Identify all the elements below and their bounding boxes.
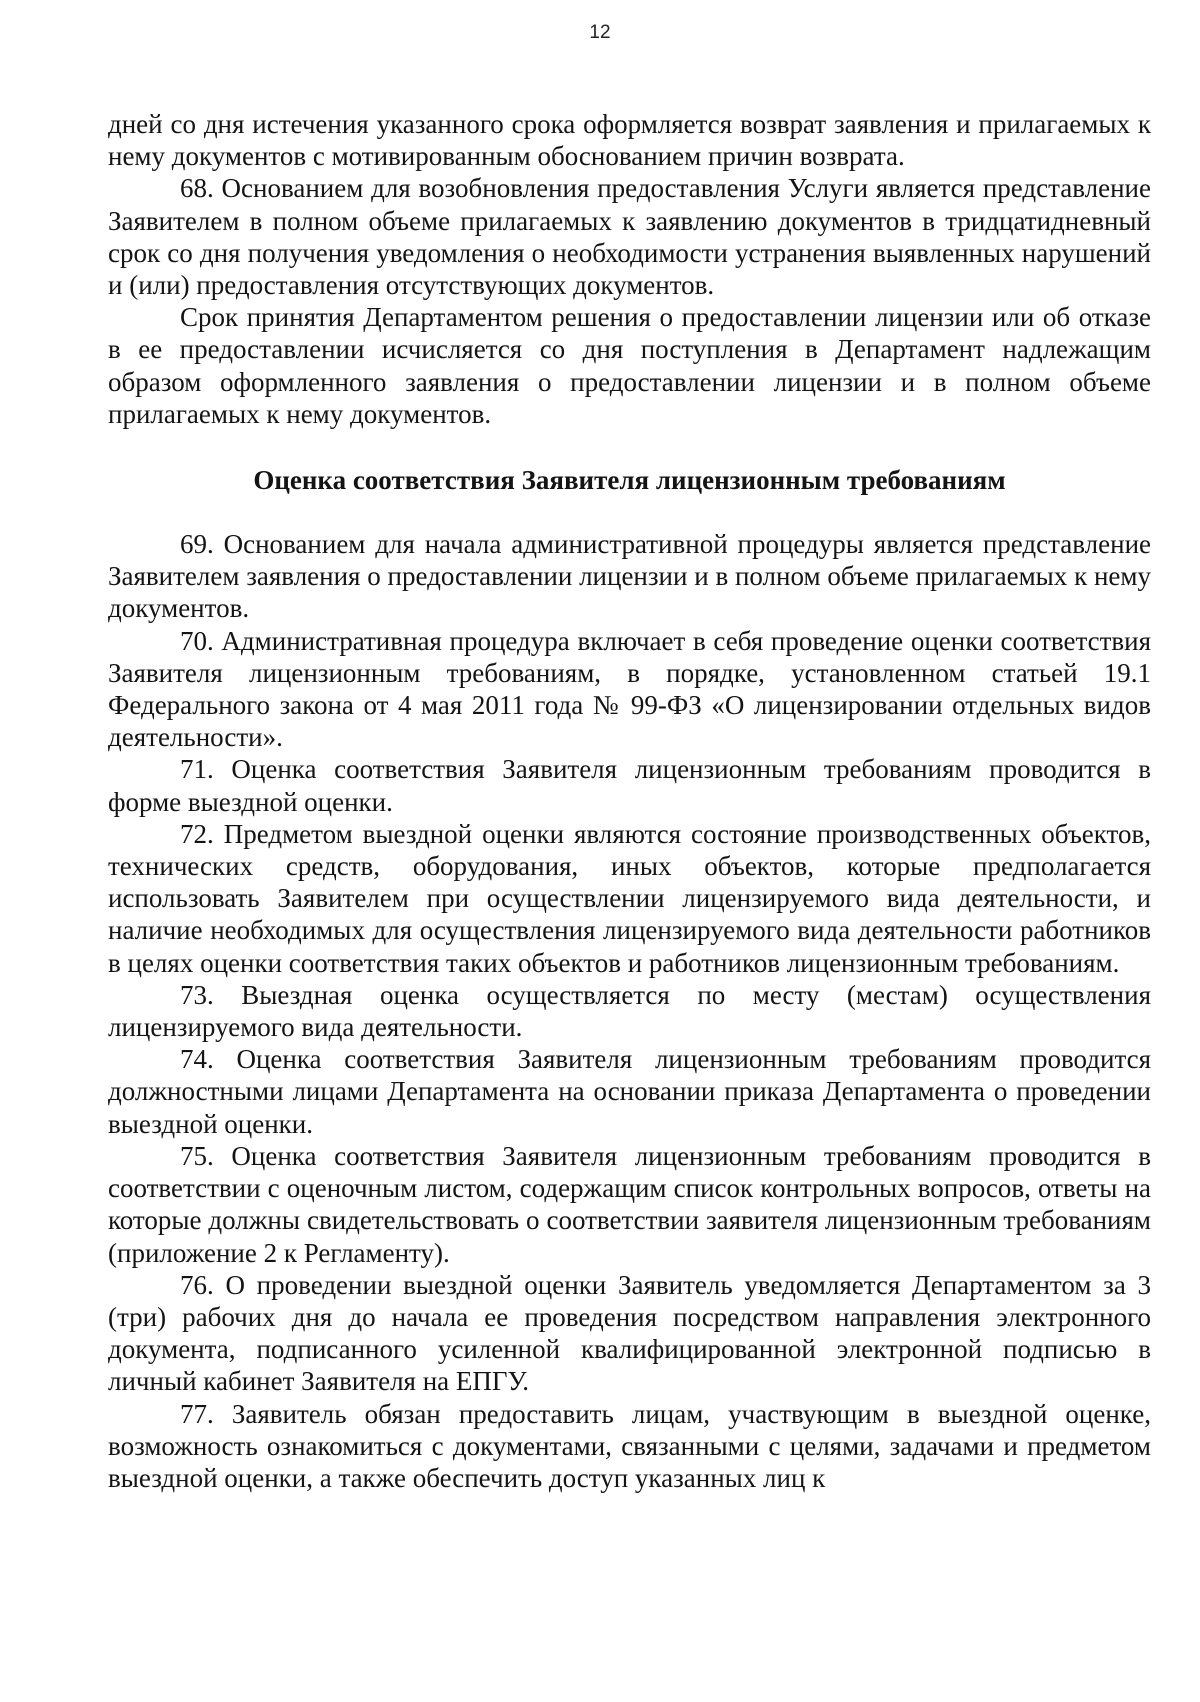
paragraph-69: 69. Основанием для начала административной процедуры является представление Заявителем заявления о предоставлении лицензии и в полном объеме прилагаемых к нему документов. (108, 529, 1151, 624)
paragraph-71: 71. Оценка соответствия Заявителя лицензионным требованиям проводится в форме выездной оценки. (108, 754, 1151, 817)
paragraph-73: 73. Выездная оценка осуществляется по месту (местам) осуществления лицензируемого вида деятельности. (108, 979, 1151, 1043)
paragraph-decision-term: Срок принятия Департаментом решения о предоставлении лицензии или об отказе в ее предоставлении исчисляется со дня поступления в Департамент надлежащим образом оформленного заявления о предоставлении лицензии и в полном объеме прилагаемых к нему документов. (108, 302, 1151, 429)
paragraph-continuation: дней со дня истечения указанного срока оформляется возврат заявления и прилагаемых к нему документов с мотивированным обоснованием причин возврата. (108, 109, 1151, 172)
paragraph-75: 75. Оценка соответствия Заявителя лицензионным требованиям проводится в соответствии с оценочным листом, содержащим список контрольных вопросов, ответы на которые должны свидетельствовать о соответствии заявителя лицензионным требованиям (приложение 2 к Регламенту). (108, 1140, 1151, 1268)
paragraph-74: 74. Оценка соответствия Заявителя лицензионным требованиям проводится должностными лицами Департамента на основании приказа Департамента о проведении выездной оценки. (108, 1044, 1151, 1139)
paragraph-76: 76. О проведении выездной оценки Заявитель уведомляется Департаментом за 3 (три) рабочих дня до начала ее проведения посредством направления электронного документа, подписанного усиленной квалифицированной электронной подписью в личный кабинет Заявителя на ЕПГУ. (108, 1269, 1151, 1397)
section-heading: Оценка соответствия Заявителя лицензионным требованиям (253, 465, 1006, 496)
paragraph-70: 70. Административная процедура включает в себя проведение оценки соответствия Заявителя лицензионным требованиям, в порядке, установленном статьей 19.1 Федерального закона от 4 мая 2011 года № 99-ФЗ «О лицензировании отдельных видов деятельности». (108, 625, 1151, 753)
paragraph-72: 72. Предметом выездной оценки являются состояние производственных объектов, технических средств, оборудования, иных объектов, которые предполагается использовать Заявителем при осуществлении лицензируемого вида деятельности, и наличие необходимых для осуществления лицензируемого вида деятельности работников в целях оценки соответствия таких объектов и работников лицензионным требованиям. (108, 818, 1151, 978)
page-number: 12 (589, 22, 611, 43)
document-body (108, 108, 1151, 1494)
paragraph-68: 68. Основанием для возобновления предоставления Услуги является представление Заявителем в полном объеме прилагаемых к заявлению документов в тридцатидневный срок со дня получения уведомления о необходимости устранения выявленных нарушений и (или) предоставления отсутствующих документов. (108, 173, 1151, 301)
paragraph-77: 77. Заявитель обязан предоставить лицам, участвующим в выездной оценке, возможность ознакомиться с документами, связанными с целями, задачами и предметом выездной оценки, а также обеспечить доступ указанных лиц к (108, 1398, 1151, 1493)
